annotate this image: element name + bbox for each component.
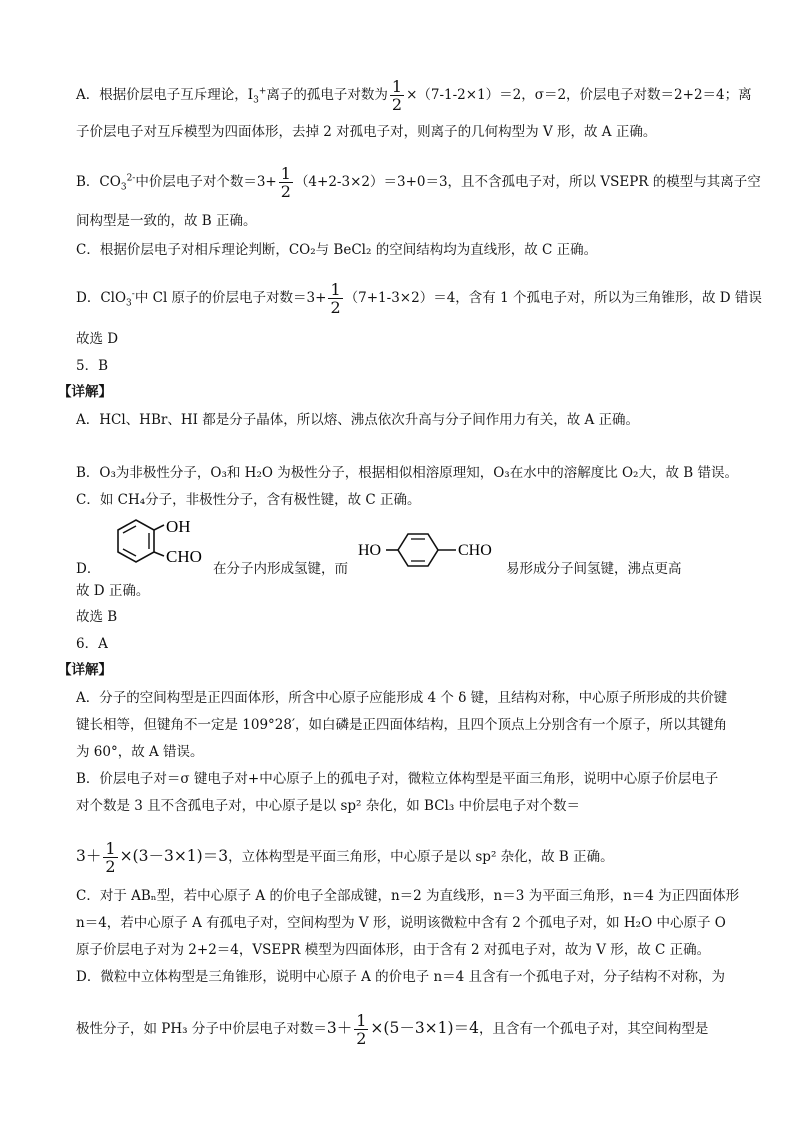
q5-option-c: C．如 CH₄分子，非极性分子，含有极性键，故 C 正确。 [76,492,421,508]
q5-heading: 【详解】 [58,384,112,400]
q6-option-a-line2: 键长相等，但键角不一定是 109°28′，如白磷是正四面体结构，且四个顶点上分别含有一个原子，所以其键角 [76,717,728,733]
q6-option-d-line2: 极性分子，如 PH₃ 分子中价层电子对数＝3＋ $\frac{1}{2}$ ×(5－3×1)＝4，且含有一个孤电子对，其空间构型是 [76,1011,709,1048]
q6-option-c-line2: n＝4，若中心原子 A 有孤电子对，空间构型为 V 形，说明该微粒中含有 2 个孤电子对，如 H₂O 中心原子 O [76,915,726,931]
q4-option-c: C．根据价层电子对相斥理论判断，CO₂与 BeCl₂ 的空间结构均为直线形，故 C 正确。 [76,242,598,258]
q5-option-d-mid: 在分子内形成氢键，而 [213,561,348,577]
fraction-half: $\frac{1}{2}$ [391,77,403,114]
q6-option-a-line3: 为 60°，故 A 错误。 [76,744,204,760]
q5-number: 5．B [76,358,109,374]
aldehyde-label: CHO [166,547,202,566]
q5-option-d-label: D． [76,561,101,577]
fraction-half: $\frac{1}{2}$ [105,839,116,876]
q6-option-d-line1: D．微粒中立体构型是三角锥形，说明中心原子 A 的价电子 n＝4 且含有一个孤电子对，分子结构不对称，为 [76,969,726,985]
q5-option-b: B．O₃为非极性分子，O₃和 H₂O 为极性分子，根据相似相溶原理知，O₃在水中的溶解度比 O₂大，故 B 错误。 [76,465,738,481]
fraction-half: $\frac{1}{2}$ [330,280,341,317]
q6-option-c-line3: 原子价层电子对为 2+2＝4，VSEPR 模型为四面体形，由于含有 2 对孤电子对，故为 V 形，故 C 正确。 [76,942,711,958]
q4-option-a-line2: 子价层电子对互斥模型为四面体形，去掉 2 对孤电子对，则离子的几何构型为 V 形，故 A 正确。 [76,124,657,140]
fraction-half: $\frac{1}{2}$ [356,1011,367,1048]
p-hydroxybenzaldehyde-structure [356,528,506,572]
q6-option-a-line1: A．分子的空间构型是正四面体形，所含中心原子应能形成 4 个 δ 键，且结构对称，中心原子所形成的共价键 [76,690,728,706]
hydroxyl-label: OH [166,518,191,536]
q4-option-b-line1: B．$CO_3^{2-}$中价层电子对个数＝3+ $\frac{1}{2}$ （4+2-3×2）＝3+0＝3，且不含孤电子对，所以 VSEPR 的模型与其离子空 [76,164,761,201]
q5-option-d-end: 易形成分子间氢键，沸点更高 [506,561,682,577]
q6-heading: 【详解】 [58,662,112,678]
q4-option-d-line1: D．ClO$_3$-中 Cl 原子的价层电子对数＝3+ $\frac{1}{2}$ （7+1-3×2）＝4，含有 1 个孤电子对，所以为三角锥形，故 D 错误 [76,280,762,317]
q6-option-b-line2: 对个数是 3 且不含孤电子对，中心原子是以 sp² 杂化，如 BCl₃ 中价层电子对个数＝ [76,798,581,814]
q6-number: 6．A [76,636,108,652]
q6-option-b-line1: B．价层电子对＝σ 键电子对+中心原子上的孤电子对，微粒立体构型是平面三角形，说明中心原子价层电子 [76,771,719,787]
q4-option-b-line2: 间构型是一致的，故 B 正确。 [76,213,257,229]
aldehyde-label: CHO [458,542,492,559]
q5-answer: 故选 B [76,609,118,625]
q4-option-a-line1: A．根据价层电子互斥理论，$I_3^+$离子的孤电子对数为 $\frac{1}{2}$ ×（7-1-2×1）＝2，σ＝2，价层电子对数＝2+2＝4；离 [76,77,752,114]
fraction-half: $\frac{1}{2}$ [280,164,291,201]
q5-option-d-line2: 故 D 正确。 [76,583,150,599]
q4-answer: 故选 D [76,331,119,347]
hydroxyl-label: HO [358,542,382,559]
q6-option-b-line3: 3＋ $\frac{1}{2}$ ×(3－3×1)＝3，立体构型是平面三角形，中心原子是以 sp² 杂化，故 B 正确。 [76,839,614,876]
q5-option-a: A．HCl、HBr、HI 都是分子晶体，所以熔、沸点依次升高与分子间作用力有关，故 A 正确。 [76,412,640,428]
q6-option-c-line1: C．对于 ABₙ型，若中心原子 A 的价电子全部成键，n＝2 为直线形，n＝3 为平面三角形，n＝4 为正四面体形 [76,888,740,904]
salicylaldehyde-structure [96,518,216,580]
